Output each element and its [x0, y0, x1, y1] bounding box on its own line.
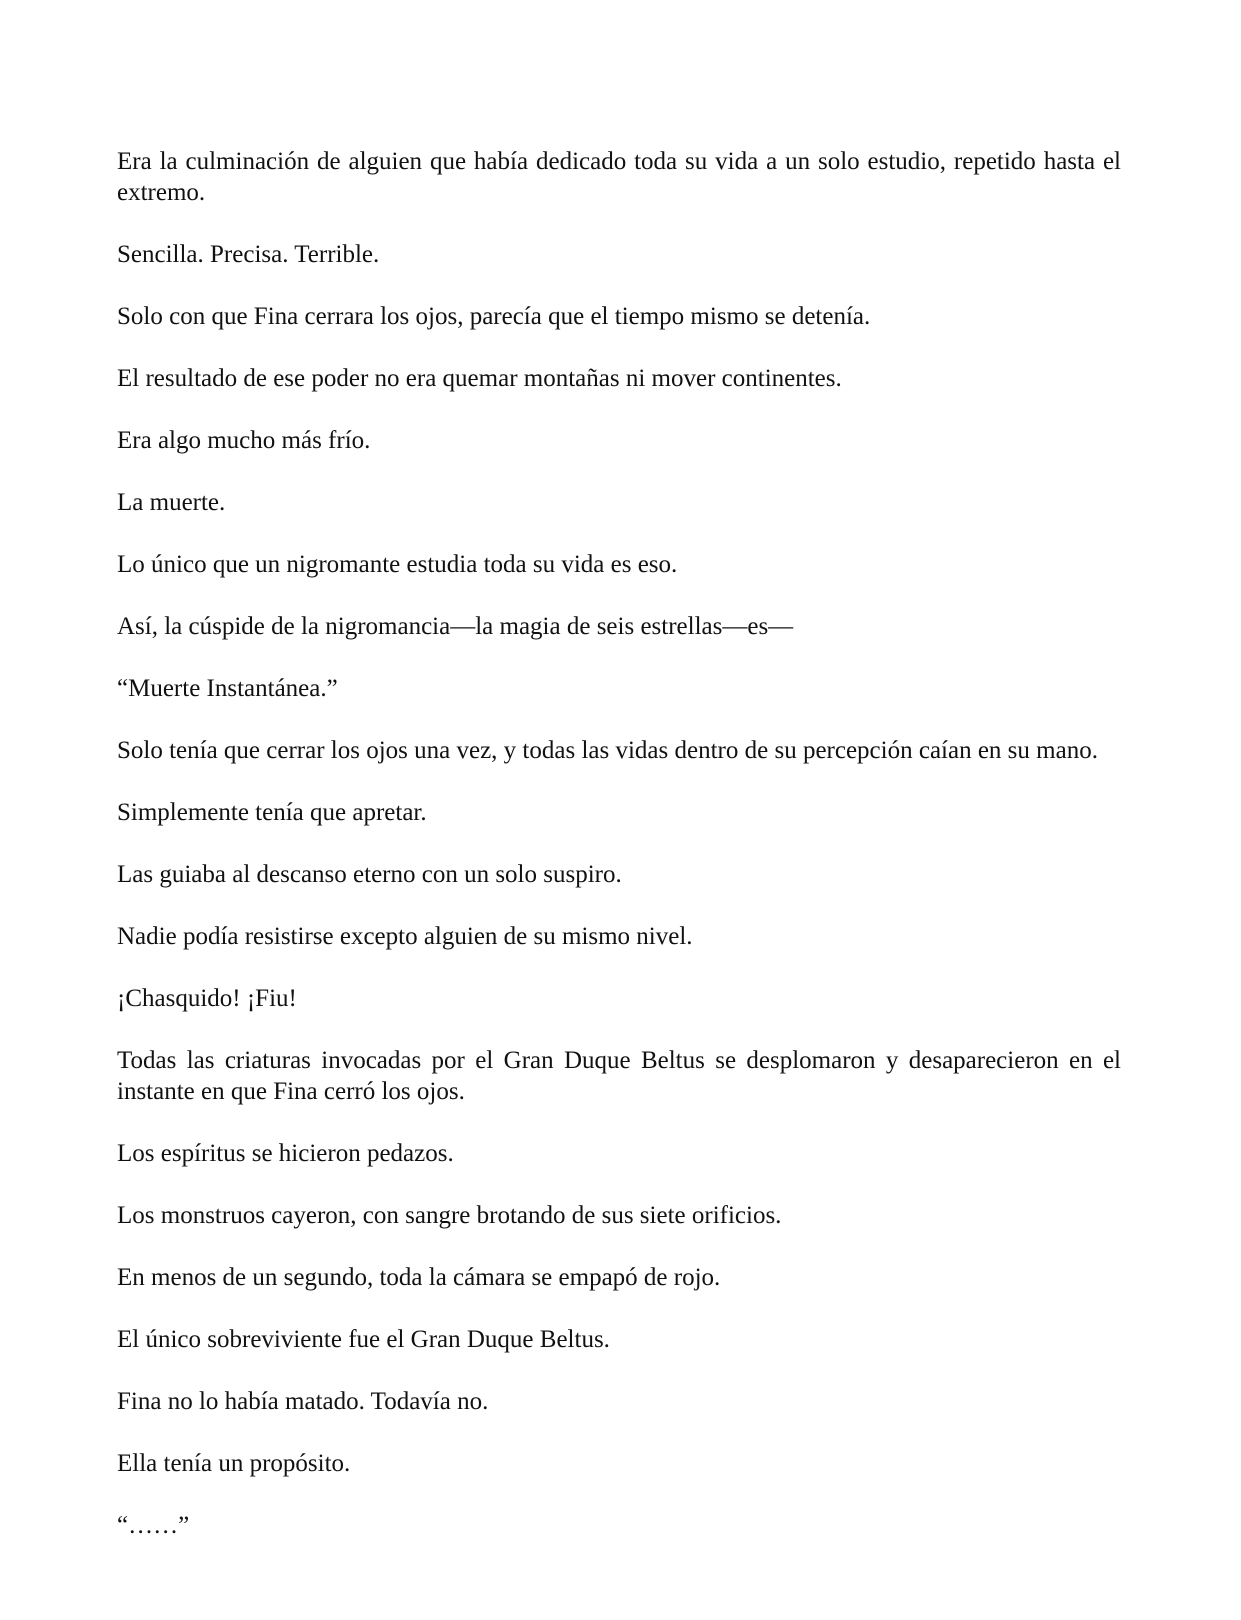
paragraph: “Muerte Instantánea.” [117, 675, 338, 702]
document-body [117, 146, 1121, 1572]
paragraph: La muerte. [117, 489, 226, 516]
paragraph: Ella tenía un propósito. [117, 1450, 351, 1477]
paragraph: ¡Chasquido! ¡Fiu! [117, 985, 297, 1012]
paragraph: El único sobreviviente fue el Gran Duque Beltus. [117, 1326, 610, 1353]
paragraph: En menos de un segundo, toda la cámara se empapó de rojo. [117, 1264, 721, 1291]
paragraph: Era algo mucho más frío. [117, 427, 371, 454]
paragraph: “……” [117, 1512, 190, 1539]
paragraph: Así, la cúspide de la nigromancia—la magia de seis estrellas—es— [117, 613, 794, 640]
paragraph: Simplemente tenía que apretar. [117, 799, 427, 826]
paragraph: Los monstruos cayeron, con sangre brotando de sus siete orificios. [117, 1202, 782, 1229]
paragraph: Sencilla. Precisa. Terrible. [117, 241, 380, 268]
paragraph: El resultado de ese poder no era quemar montañas ni mover continentes. [117, 365, 842, 392]
paragraph: Nadie podía resistirse excepto alguien de su mismo nivel. [117, 923, 693, 950]
paragraph: Era la culminación de alguien que había dedicado toda su vida a un solo estudio, repetido hasta el extremo. [117, 148, 1121, 206]
paragraph: Fina no lo había matado. Todavía no. [117, 1388, 489, 1415]
paragraph: Solo con que Fina cerrara los ojos, parecía que el tiempo mismo se detenía. [117, 303, 871, 330]
paragraph: Los espíritus se hicieron pedazos. [117, 1140, 454, 1167]
paragraph: Todas las criaturas invocadas por el Gran Duque Beltus se desplomaron y desaparecieron en el instante en que Fina cerró los ojos. [117, 1047, 1121, 1105]
paragraph: Lo único que un nigromante estudia toda su vida es eso. [117, 551, 678, 578]
paragraph: Solo tenía que cerrar los ojos una vez, y todas las vidas dentro de su percepción caían en su mano. [117, 737, 1098, 764]
paragraph: Las guiaba al descanso eterno con un solo suspiro. [117, 861, 622, 888]
